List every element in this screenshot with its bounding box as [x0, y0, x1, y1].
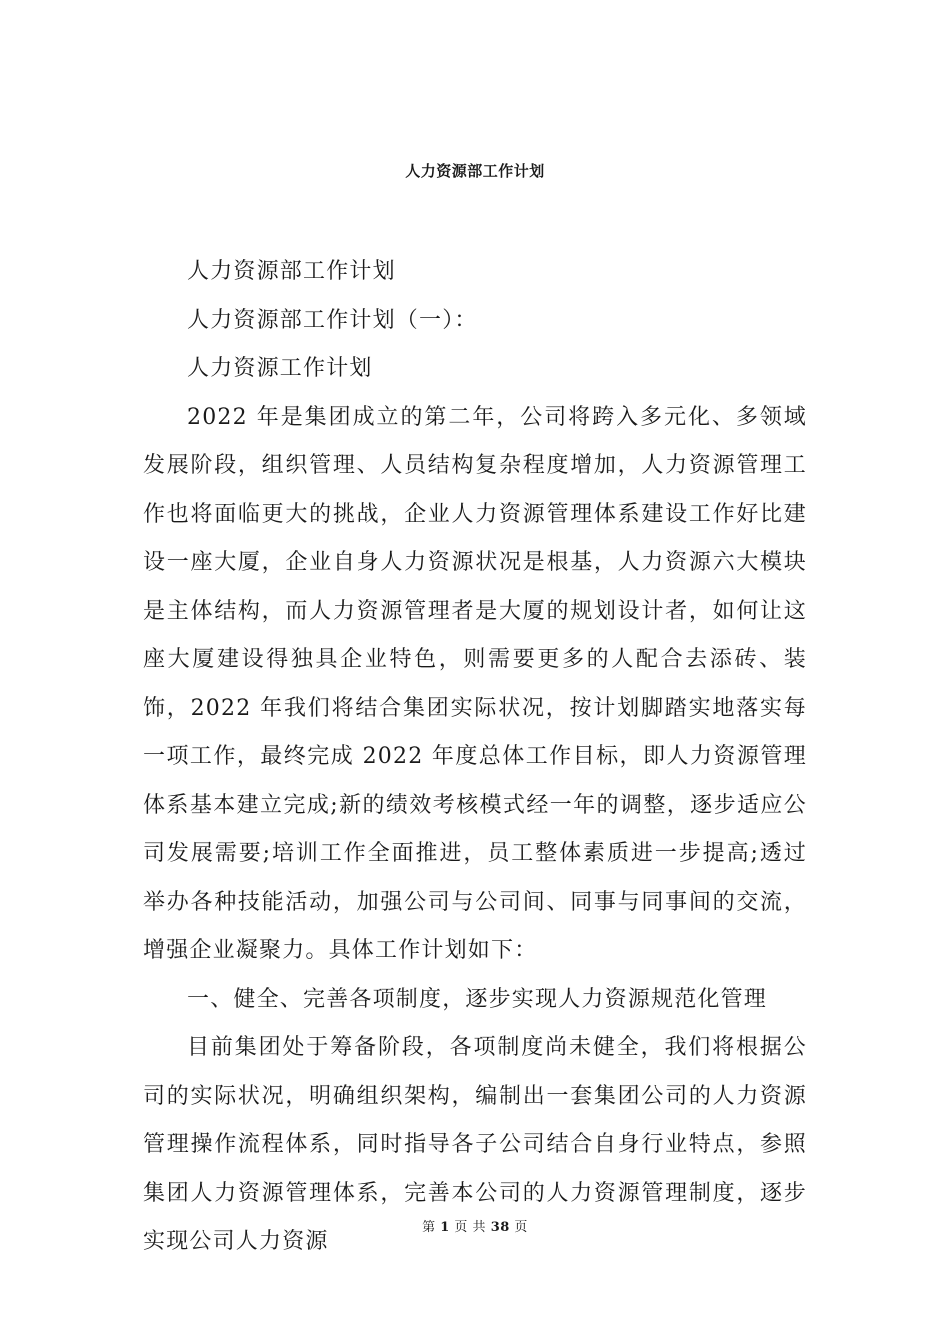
footer-total-pages: 38 [490, 1220, 510, 1235]
section-heading-1: 一、健全、完善各项制度，逐步实现人力资源规范化管理 [187, 986, 768, 1012]
paragraph-heading-2: 人力资源部工作计划（一）： [187, 307, 478, 333]
footer-current-page: 1 [440, 1220, 450, 1235]
paragraph-intro: 2022 年是集团成立的第二年，公司将跨入多元化、多领域发展阶段，组织管理、人员结构复杂程度增加，人力资源管理工作也将面临更大的挑战，企业人力资源管理体系建设工作好比建设一座大厦，企业自身人力资源状况是根基，人力资源六大模块是主体结构，而人力资源管理者是大厦的规划设计者，如何让这座大厦建设得独具企业特色，则需要更多的人配合去添砖、装饰，2022 年我们将结合集团实际状况，按计划脚踏实地落实每一项工作，最终完成 2022 年度总体工作目标，即人力资源管理体系基本建立完成;新的绩效考核模式经一年的调整，逐步适应公司发展需要;培训工作全面推进，员工整体素质进一步提高;透过举办各种技能活动，加强公司与公司间、同事与同事间的交流，增强企业凝聚力。具体工作计划如下： [143, 404, 807, 963]
paragraph-heading-1: 人力资源部工作计划 [187, 259, 396, 284]
document-body [143, 248, 807, 1267]
page-footer [0, 1216, 950, 1235]
footer-suffix: 页 [514, 1220, 528, 1235]
footer-middle: 页 共 [454, 1220, 487, 1235]
footer-prefix: 第 [422, 1220, 436, 1235]
document-title: 人力资源部工作计划 [405, 162, 545, 180]
paragraph-heading-3: 人力资源工作计划 [187, 356, 373, 381]
paragraph-section-1: 目前集团处于筹备阶段，各项制度尚未健全，我们将根据公司的实际状况，明确组织架构，编制出一套集团公司的人力资源管理操作流程体系，同时指导各子公司结合自身行业特点，参照集团人力资源管理体系，完善本公司的人力资源管理制度，逐步实现公司人力资源 [143, 1035, 807, 1254]
